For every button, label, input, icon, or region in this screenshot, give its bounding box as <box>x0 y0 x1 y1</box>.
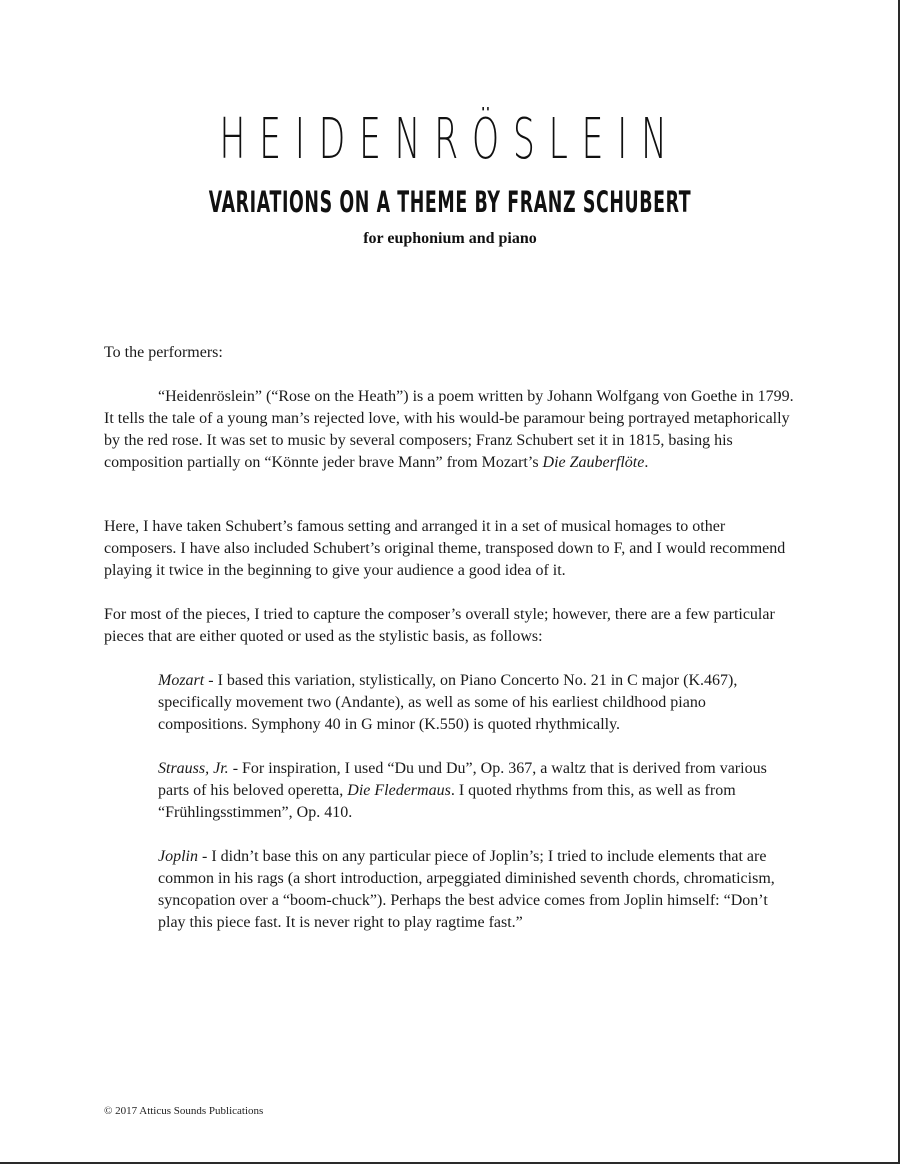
page-subtitle: VARIATIONS ON A THEME BY FRANZ SCHUBERT <box>208 185 692 219</box>
paragraph-style: For most of the pieces, I tried to capture the composer’s overall style; however, there are a few particular pieces that are either quoted or used as the stylistic basis, as follows: <box>104 606 775 645</box>
paragraph-intro-text: “Heidenröslein” (“Rose on the Heath”) is a poem written by Johann Wolfgang von Goethe in 1799. It tells the tale of a young man’s rejected love, with his would-be paramour being portrayed metaphorically by the red rose. It was set to music by several composers; Franz Schubert set it in 1815, basing his composition partially on “Könnte jeder brave Mann” from Mozart’s <box>104 388 794 471</box>
note-composer-strauss: Strauss, Jr. <box>158 760 229 777</box>
operetta-title-fledermaus: Die Fledermaus <box>347 782 451 799</box>
opera-title-zauberflote: Die Zauberflöte <box>542 454 645 471</box>
paragraph-arrangement: Here, I have taken Schubert’s famous setting and arranged it in a set of musical homages to other composers. I have also included Schubert’s original theme, transposed down to F, and I would recommend playing it twice in the beginning to give your audience a good idea of it. <box>104 518 786 579</box>
note-joplin <box>158 846 794 934</box>
copyright-footer: © 2017 Atticus Sounds Publications <box>104 1105 264 1117</box>
page-title: HEIDENRÖSLEIN <box>219 107 681 172</box>
note-strauss-text: - For inspiration, I used “Du und Du”, Op. 367, a waltz that is derived from various parts of his beloved operetta, <box>158 760 767 799</box>
paragraph-intro <box>104 386 794 474</box>
note-composer-joplin: Joplin <box>158 848 198 865</box>
note-joplin-text: - I didn’t base this on any particular piece of Joplin’s; I tried to include elements that are common in his rags (a short introduction, arpeggiated diminished seventh chords, chromaticism, syncopation over a “boom-chuck”). Perhaps the best advice comes from Joplin himself: “Don’t play this piece fast. It is never right to play ragtime fast.” <box>158 848 775 931</box>
note-mozart <box>158 670 794 736</box>
note-strauss-text-end: . I quoted rhythms from this, as well as from “Frühlingsstimmen”, Op. 410. <box>158 782 736 821</box>
paragraph-intro-end: . <box>644 454 649 471</box>
note-mozart-text: - I based this variation, stylistically, on Piano Concerto No. 21 in C major (K.467), specifically movement two (Andante), as well as some of his earliest childhood piano compositions. Symphony 40 in G minor (K.550) is quoted rhythmically. <box>158 672 738 733</box>
note-composer-mozart: Mozart <box>158 672 205 689</box>
note-strauss <box>158 758 794 824</box>
salutation: To the performers: <box>104 344 223 361</box>
instrumentation-line: for euphonium and piano <box>363 230 537 247</box>
